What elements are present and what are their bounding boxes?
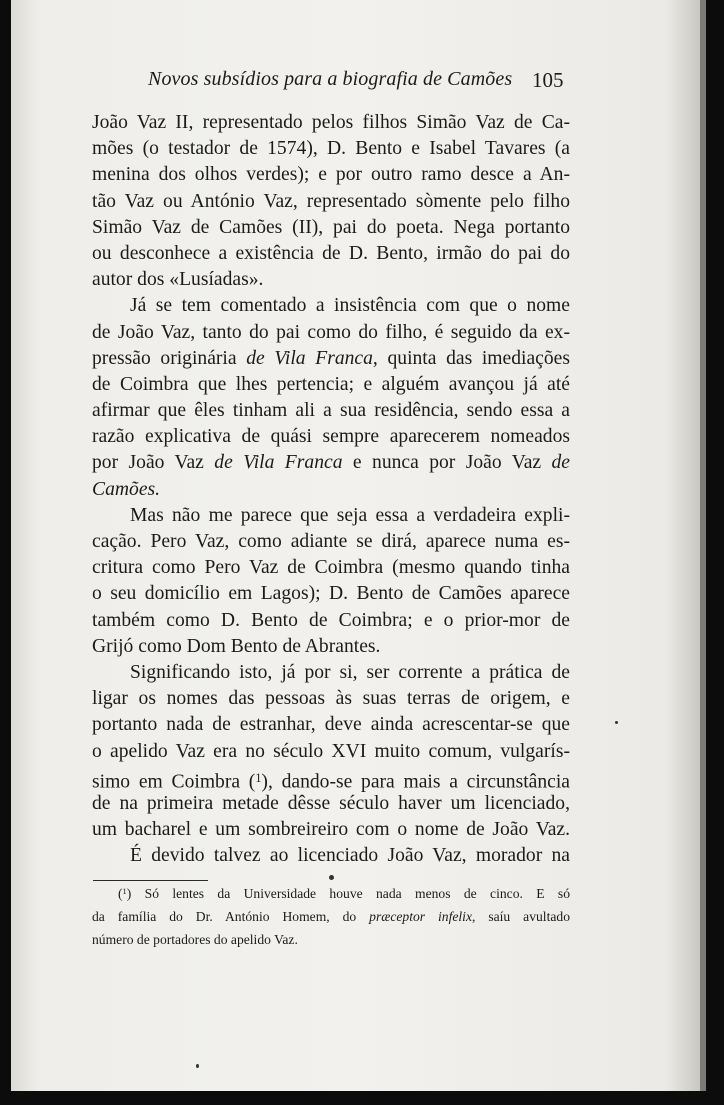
- text-line: João Vaz II, representado pelos filhos Simão Vaz de Ca-: [92, 112, 570, 133]
- text-line: o apelido Vaz era no século XVI muito comum, vulgarís-: [92, 740, 570, 762]
- text-line: razão explicativa de quási sempre aparecerem nomeados: [92, 426, 570, 448]
- footnote-line: da família do Dr. António Homem, do præceptor infelix, saíu avultado: [92, 908, 570, 924]
- paragraph-start: Mas não me parece que seja essa a verdadeira expli-: [130, 504, 570, 526]
- text-line: menina dos olhos verdes); e por outro ramo desce a An-: [92, 164, 570, 186]
- text-line: o seu domicílio em Lagos); D. Bento de Camões aparece: [92, 583, 570, 605]
- text-line: cação. Pero Vaz, como adiante se dirá, aparece numa es-: [92, 531, 570, 552]
- text-line: mões (o testador de 1574), D. Bento e Isabel Tavares (a: [92, 138, 570, 160]
- scan-border-left: [0, 0, 11, 1105]
- text-line: ou desconhece a existência de D. Bento, irmão do pai do: [92, 242, 570, 264]
- scan-speck: [329, 875, 334, 880]
- footnotes: [92, 880, 570, 951]
- scan-border-right: [706, 0, 724, 1105]
- scan-speck: [196, 1064, 199, 1068]
- footnote-line: número de portadores do apelido Vaz.: [92, 931, 298, 947]
- scan-border-bottom: [0, 1091, 724, 1105]
- paragraph-start: É devido talvez ao licenciado João Vaz, morador na: [130, 845, 570, 867]
- page-header: [0, 64, 724, 98]
- text-line: Camões.: [92, 478, 161, 500]
- text-line: por João Vaz de Vila Franca e nunca por João Vaz de: [92, 452, 570, 474]
- running-title: Novos subsídios para a biografia de Camões: [148, 68, 513, 90]
- text-line: tão Vaz ou António Vaz, representado sòmente pelo filho: [92, 190, 570, 212]
- text-line: um bacharel e um sombreireiro com o nome de João Vaz.: [92, 819, 570, 841]
- paragraph-start: Já se tem comentado a insistência com que o nome: [130, 295, 570, 317]
- text-line: também como D. Bento de Coimbra; e o prior-mor de: [92, 609, 570, 631]
- text-line: Grijó como Dom Bento de Abrantes.: [92, 635, 381, 657]
- text-line: simo em Coimbra ($^1$), dando-se para mais a circunstância: [92, 770, 571, 793]
- text-line: de João Vaz, tanto do pai como do filho, é seguido da ex-: [92, 321, 570, 343]
- text-line: de Coimbra que lhes pertencia; e alguém avançou já até: [92, 373, 570, 395]
- text-line: de na primeira metade dêsse século haver um licenciado,: [92, 792, 570, 814]
- paragraph-start: Significando isto, já por si, ser corrente a prática de: [130, 661, 570, 683]
- body-text: [92, 110, 570, 869]
- text-line: portanto nada de estranhar, deve ainda acrescentar-se que: [92, 714, 570, 736]
- text-line: Simão Vaz de Camões (II), pai do poeta. Nega portanto: [92, 216, 570, 238]
- text-line: ligar os nomes das pessoas às suas terras de origem, e: [92, 688, 570, 710]
- page-number: 105: [532, 68, 564, 92]
- text-line: critura como Pero Vaz de Coimbra (mesmo quando tinha: [92, 557, 570, 579]
- footnote-line: ($^1$) Só lentes da Universidade houve nada menos de cinco. E só: [118, 885, 570, 901]
- text-line: afirmar que êles tinham ali a sua residência, sendo essa a: [92, 400, 570, 422]
- text-line: autor dos «Lusíadas».: [92, 269, 264, 291]
- scan-speck: [615, 721, 618, 724]
- text-line: pressão originária de Vila Franca, quinta das imediações: [92, 347, 570, 369]
